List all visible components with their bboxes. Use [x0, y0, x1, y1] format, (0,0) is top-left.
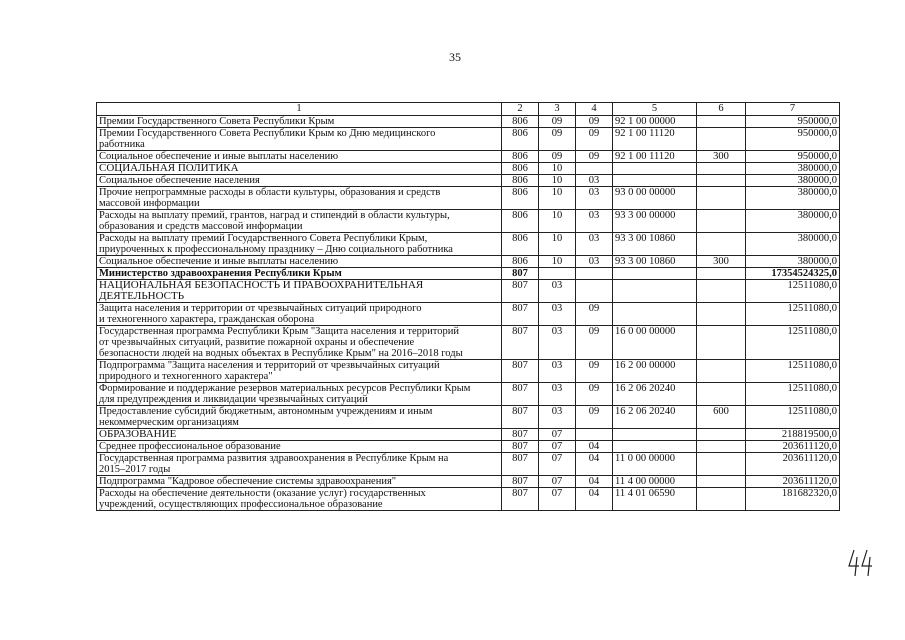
row-description: [97, 268, 502, 280]
expense-type-code: [697, 303, 746, 326]
ministry-code: 807: [502, 429, 539, 441]
row-description: [97, 210, 502, 233]
table-row: [97, 151, 840, 163]
amount: 380000,0: [746, 256, 840, 268]
row-description: [97, 476, 502, 488]
target-article-code: [613, 441, 697, 453]
ministry-code: 806: [502, 187, 539, 210]
section-code: 10: [539, 187, 576, 210]
description-line: приуроченных к профессиональному празднику – Дню социального работника: [99, 244, 453, 255]
target-article-code: 92 1 00 11120: [613, 128, 697, 151]
amount: 203611120,0: [746, 453, 840, 476]
target-article-code: 16 2 06 20240: [613, 406, 697, 429]
description-line: некоммерческим организациям: [99, 417, 239, 428]
table-row: [97, 326, 840, 360]
target-article-code: 11 4 01 06590: [613, 488, 697, 511]
amount: 950000,0: [746, 151, 840, 163]
subsection-code: 09: [576, 116, 613, 128]
expense-type-code: [697, 488, 746, 511]
target-article-code: 11 0 00 00000: [613, 453, 697, 476]
ministry-code: 807: [502, 488, 539, 511]
description-line: и техногенного характера, гражданская оборона: [99, 314, 315, 325]
section-code: 09: [539, 128, 576, 151]
subsection-code: 04: [576, 453, 613, 476]
header-cell: 1: [97, 103, 502, 116]
subsection-code: [576, 268, 613, 280]
target-article-code: [613, 175, 697, 187]
subsection-code: 04: [576, 488, 613, 511]
row-description: [97, 256, 502, 268]
target-article-code: [613, 303, 697, 326]
section-code: 10: [539, 210, 576, 233]
target-article-code: [613, 280, 697, 303]
header-cell: 5: [613, 103, 697, 116]
expense-type-code: [697, 128, 746, 151]
amount: 12511080,0: [746, 303, 840, 326]
ministry-code: 806: [502, 163, 539, 175]
subsection-code: 04: [576, 441, 613, 453]
table-row: [97, 163, 840, 175]
subsection-code: 09: [576, 360, 613, 383]
table-row: [97, 280, 840, 303]
ministry-code: 806: [502, 210, 539, 233]
subsection-code: 03: [576, 187, 613, 210]
section-code: 10: [539, 233, 576, 256]
ministry-code: 806: [502, 116, 539, 128]
amount: 218819500,0: [746, 429, 840, 441]
section-code: 09: [539, 116, 576, 128]
target-article-code: 16 2 06 20240: [613, 383, 697, 406]
section-code: 10: [539, 175, 576, 187]
subsection-code: 09: [576, 128, 613, 151]
amount: 12511080,0: [746, 406, 840, 429]
amount: 380000,0: [746, 175, 840, 187]
description-line: Среднее профессиональное образование: [99, 441, 281, 452]
section-code: 03: [539, 406, 576, 429]
subsection-code: 09: [576, 151, 613, 163]
ministry-code: 806: [502, 175, 539, 187]
expense-type-code: [697, 326, 746, 360]
target-article-code: 93 0 00 00000: [613, 187, 697, 210]
ministry-code: 806: [502, 233, 539, 256]
section-code: [539, 268, 576, 280]
row-description: [97, 280, 502, 303]
amount: 380000,0: [746, 163, 840, 175]
target-article-code: 92 1 00 11120: [613, 151, 697, 163]
table-row: [97, 476, 840, 488]
description-line: ОБРАЗОВАНИЕ: [99, 428, 177, 440]
description-line: Расходы на обеспечение деятельности (оказание услуг) государственных: [99, 488, 426, 499]
table-row: [97, 256, 840, 268]
ministry-code: 806: [502, 256, 539, 268]
header-cell: 3: [539, 103, 576, 116]
table-row: [97, 360, 840, 383]
row-description: [97, 453, 502, 476]
target-article-code: 93 3 00 00000: [613, 210, 697, 233]
description-line: образования и средств массовой информации: [99, 221, 303, 232]
expense-type-code: [697, 383, 746, 406]
table-row: [97, 116, 840, 128]
expense-type-code: 300: [697, 151, 746, 163]
section-code: 03: [539, 280, 576, 303]
section-code: 07: [539, 488, 576, 511]
amount: 203611120,0: [746, 476, 840, 488]
amount: 12511080,0: [746, 326, 840, 360]
description-line: 2015–2017 годы: [99, 464, 171, 475]
ministry-code: 807: [502, 453, 539, 476]
expense-type-code: [697, 429, 746, 441]
row-description: [97, 175, 502, 187]
description-line: НАЦИОНАЛЬНАЯ БЕЗОПАСНОСТЬ И ПРАВООХРАНИТЕЛЬНАЯ: [99, 279, 424, 291]
expense-type-code: [697, 116, 746, 128]
expense-type-code: [697, 175, 746, 187]
description-line: массовой информации: [99, 198, 200, 209]
amount: 380000,0: [746, 210, 840, 233]
expense-type-code: [697, 233, 746, 256]
section-code: 07: [539, 441, 576, 453]
target-article-code: 16 0 00 00000: [613, 326, 697, 360]
expense-type-code: [697, 268, 746, 280]
description-line: Министерство здравоохранения Республики Крым: [99, 268, 342, 279]
header-cell: 6: [697, 103, 746, 116]
table-row: [97, 233, 840, 256]
row-description: [97, 151, 502, 163]
section-code: 03: [539, 326, 576, 360]
description-line: Расходы на выплату премий, грантов, наград и стипендий в области культуры,: [99, 210, 450, 221]
target-article-code: [613, 268, 697, 280]
description-line: ДЕЯТЕЛЬНОСТЬ: [99, 290, 185, 302]
subsection-code: 09: [576, 326, 613, 360]
description-line: от чрезвычайных ситуаций, развитие пожарной охраны и обеспечение: [99, 337, 415, 348]
row-description: [97, 488, 502, 511]
section-code: 07: [539, 476, 576, 488]
description-line: работника: [99, 139, 145, 150]
description-line: учреждений, осуществляющих профессиональное образование: [99, 499, 383, 510]
table-row: [97, 187, 840, 210]
section-code: 07: [539, 429, 576, 441]
ministry-code: 807: [502, 280, 539, 303]
description-line: Социальное обеспечение и иные выплаты населению: [99, 151, 339, 162]
amount: 950000,0: [746, 116, 840, 128]
amount: 17354524325,0: [746, 268, 840, 280]
row-description: [97, 441, 502, 453]
row-description: [97, 303, 502, 326]
row-description: [97, 406, 502, 429]
description-line: Социальное обеспечение населения: [99, 175, 260, 186]
amount: 12511080,0: [746, 360, 840, 383]
subsection-code: 03: [576, 175, 613, 187]
subsection-code: 09: [576, 383, 613, 406]
expense-type-code: [697, 210, 746, 233]
description-line: Подпрограмма "Кадровое обеспечение системы здравоохранения": [99, 476, 397, 487]
ministry-code: 806: [502, 128, 539, 151]
budget-table: [96, 102, 840, 511]
row-description: [97, 383, 502, 406]
description-line: Социальное обеспечение и иные выплаты населению: [99, 256, 339, 267]
amount: 203611120,0: [746, 441, 840, 453]
target-article-code: 93 3 00 10860: [613, 256, 697, 268]
table-row: [97, 303, 840, 326]
expense-type-code: [697, 187, 746, 210]
expense-type-code: 300: [697, 256, 746, 268]
amount: 181682320,0: [746, 488, 840, 511]
page-number: 35: [449, 50, 461, 64]
section-code: 03: [539, 383, 576, 406]
description-line: природного и техногенного характера": [99, 371, 273, 382]
amount: 12511080,0: [746, 383, 840, 406]
description-line: безопасности людей на водных объектах в Республике Крым" на 2016–2018 годы: [99, 348, 463, 359]
table-row: [97, 488, 840, 511]
handwritten-page-number: [846, 548, 876, 578]
expense-type-code: [697, 360, 746, 383]
expense-type-code: [697, 280, 746, 303]
section-code: 03: [539, 360, 576, 383]
description-line: Предоставление субсидий бюджетным, автономным учреждениям и иным: [99, 406, 433, 417]
description-line: Подпрограмма "Защита населения и территорий от чрезвычайных ситуаций: [99, 360, 440, 371]
header-cell: 4: [576, 103, 613, 116]
ministry-code: 807: [502, 383, 539, 406]
section-code: 07: [539, 453, 576, 476]
description-line: Государственная программа развития здравоохранения в Республике Крым на: [99, 453, 449, 464]
section-code: 10: [539, 256, 576, 268]
header-cell: 2: [502, 103, 539, 116]
description-line: Расходы на выплату премий Государственного Совета Республики Крым,: [99, 233, 428, 244]
ministry-code: 806: [502, 151, 539, 163]
table-row: [97, 175, 840, 187]
subsection-code: 09: [576, 406, 613, 429]
description-line: Премии Государственного Совета Республики Крым: [99, 116, 335, 127]
amount: 950000,0: [746, 128, 840, 151]
ministry-code: 807: [502, 268, 539, 280]
table-header-row: [97, 103, 840, 116]
description-line: Государственная программа Республики Крым "Защита населения и территорий: [99, 326, 459, 337]
section-code: 10: [539, 163, 576, 175]
description-line: Защита населения и территории от чрезвычайных ситуаций природного: [99, 303, 422, 314]
subsection-code: 04: [576, 476, 613, 488]
target-article-code: 11 4 00 00000: [613, 476, 697, 488]
table-row: [97, 441, 840, 453]
description-line: для предупреждения и ликвидации чрезвычайных ситуаций: [99, 394, 368, 405]
ministry-code: 807: [502, 476, 539, 488]
table-row: [97, 268, 840, 280]
description-line: СОЦИАЛЬНАЯ ПОЛИТИКА: [99, 162, 239, 174]
expense-type-code: [697, 441, 746, 453]
expense-type-code: [697, 163, 746, 175]
table-row: [97, 128, 840, 151]
subsection-code: 09: [576, 303, 613, 326]
row-description: [97, 326, 502, 360]
row-description: [97, 360, 502, 383]
amount: 380000,0: [746, 187, 840, 210]
subsection-code: 03: [576, 210, 613, 233]
row-description: [97, 187, 502, 210]
expense-type-code: 600: [697, 406, 746, 429]
table-row: [97, 406, 840, 429]
subsection-code: [576, 280, 613, 303]
amount: 380000,0: [746, 233, 840, 256]
row-description: [97, 429, 502, 441]
target-article-code: 16 2 00 00000: [613, 360, 697, 383]
subsection-code: 03: [576, 256, 613, 268]
subsection-code: 03: [576, 233, 613, 256]
description-line: Премии Государственного Совета Республики Крым ко Дню медицинского: [99, 128, 436, 139]
expense-type-code: [697, 453, 746, 476]
table-row: [97, 453, 840, 476]
amount: 12511080,0: [746, 280, 840, 303]
table-row: [97, 210, 840, 233]
ministry-code: 807: [502, 303, 539, 326]
table-row: [97, 383, 840, 406]
ministry-code: 807: [502, 326, 539, 360]
description-line: Формирование и поддержание резервов материальных ресурсов Республики Крым: [99, 383, 471, 394]
subsection-code: [576, 429, 613, 441]
row-description: [97, 163, 502, 175]
ministry-code: 807: [502, 360, 539, 383]
section-code: 09: [539, 151, 576, 163]
description-line: Прочие непрограммные расходы в области культуры, образования и средств: [99, 187, 441, 198]
ministry-code: 807: [502, 406, 539, 429]
row-description: [97, 128, 502, 151]
ministry-code: 807: [502, 441, 539, 453]
section-code: 03: [539, 303, 576, 326]
target-article-code: 93 3 00 10860: [613, 233, 697, 256]
target-article-code: 92 1 00 00000: [613, 116, 697, 128]
target-article-code: [613, 163, 697, 175]
expense-type-code: [697, 476, 746, 488]
header-cell: 7: [746, 103, 840, 116]
row-description: [97, 233, 502, 256]
target-article-code: [613, 429, 697, 441]
subsection-code: [576, 163, 613, 175]
table-row: [97, 429, 840, 441]
row-description: [97, 116, 502, 128]
